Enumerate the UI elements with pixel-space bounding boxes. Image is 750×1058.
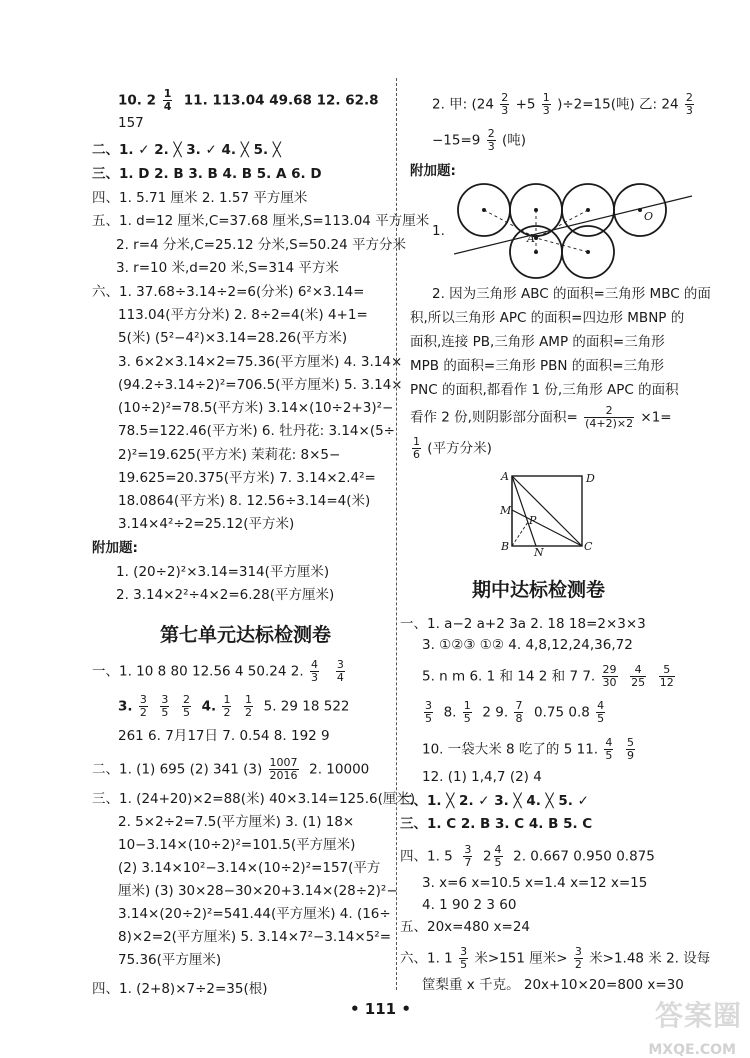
dividing-line	[454, 196, 692, 254]
answer-line: 2. 5×2÷2=7.5(平方厘米) 3. (1) 18×	[118, 814, 355, 830]
answer-line: MPB 的面积=三角形 PBN 的面积=三角形	[410, 358, 665, 374]
answer-line: 1. (20÷2)²×3.14=314(平方厘米)	[116, 564, 330, 580]
answer-line: 五、1. d=12 厘米,C=37.68 厘米,S=113.04 平方厘米	[92, 213, 430, 229]
answer-line: 113.04(平方分米) 2. 8÷2=4(米) 4+1=	[118, 307, 368, 323]
answer-line: 3. ①②③ ①② 4. 4,8,12,24,36,72	[422, 637, 633, 653]
answer-line: 261 6. 7月17日 7. 0.54 8. 192 9	[118, 728, 330, 744]
point-label-m: M	[500, 504, 512, 517]
answer-line: 3.14×4²÷2=25.12(平方米)	[118, 516, 295, 532]
point-label-d: D	[586, 472, 595, 485]
answer-line: $\frac{3}{5}$ 8. $\frac{1}{5}$ 2 9. $\frac{7}{8}$ 0.75 0.8 $\frac{4}{5}$	[425, 699, 605, 725]
answer-line: 3. r=10 米,d=20 米,S=314 平方米	[116, 260, 339, 276]
answer-line: 12. (1) 1,4,7 (2) 4	[422, 769, 542, 785]
answer-line: 厘米) (3) 30×28−30×20+3.14×(28÷2)²−	[118, 883, 398, 899]
answer-line: PNC 的面积,都看作 1 份,三角形 APC 的面积	[410, 382, 679, 398]
answer-line: 二、1. (1) 695 (2) 341 (3) $\frac{1007}{2016}$ 2. 10000	[92, 756, 370, 782]
answer-line: 面积,连接 PB,三角形 AMP 的面积=三角形	[410, 334, 665, 350]
answer-line: 78.5=122.46(平方米) 6. 牡丹花: 3.14×(5÷	[118, 423, 395, 439]
answer-line: 2. r=4 分米,C=25.12 分米,S=50.24 平方分米	[116, 237, 406, 253]
point-label-c: C	[584, 540, 593, 553]
answer-line: 1.	[432, 223, 445, 239]
answer-line: 三、1. C 2. B 3. C 4. B 5. C	[400, 816, 593, 832]
answer-line: 筐梨重 x 千克。 20x+10×20=800 x=30	[422, 977, 684, 993]
answer-text: 11. 113.04 49.68 12. 62.8	[183, 92, 379, 109]
answer-line: (2) 3.14×10²−3.14×(10÷2)²=157(平方	[118, 860, 381, 876]
column-divider	[396, 78, 397, 990]
section-label: 附加题:	[92, 540, 138, 556]
answer-line: 四、1. 5.71 厘米 2. 1.57 平方厘米	[92, 190, 308, 206]
answer-line: 2. 甲: (24 $\frac{2}{3}$ +5 $\frac{1}{3}$ )÷2=15(吨) 乙: 24 $\frac{2}{3}$	[432, 91, 693, 117]
point-label-a: A	[501, 470, 509, 483]
answer-line: 三、1. D 2. B 3. B 4. B 5. A 6. D	[92, 166, 322, 182]
answer-line: 四、1. (2+8)×7÷2=35(根)	[92, 981, 268, 997]
answer-line: 19.625=20.375(平方米) 7. 3.14×2.4²=	[118, 470, 376, 486]
answer-line: 157	[118, 115, 144, 131]
answer-line: 2)²=19.625(平方米) 茉莉花: 8×5−	[118, 447, 341, 463]
answer-line: 3. x=6 x=10.5 x=1.4 x=12 x=15	[422, 875, 648, 891]
answer-line: 二、1. ✓ 2. ╳ 3. ✓ 4. ╳ 5. ╳	[92, 142, 281, 158]
point-label-a: A	[527, 232, 535, 245]
answer-line: 4. 1 90 2 3 60	[422, 897, 517, 913]
page-number: • 111 •	[350, 1000, 411, 1018]
answer-line: 2. 3.14×2²÷4×2=6.28(平方厘米)	[116, 587, 335, 603]
answer-line: 二、1. ╳ 2. ✓ 3. ╳ 4. ╳ 5. ✓	[400, 793, 589, 809]
answer-line: 5. n m 6. 1 和 14 2 和 7 7. $\frac{29}{30}$ $\frac{4}{25}$ $\frac{5}{12}$	[422, 663, 674, 689]
answer-line: 18.0864(平方米) 8. 12.56÷3.14=4(米)	[118, 493, 371, 509]
fraction: $\frac{1}{4}$	[163, 87, 172, 113]
answer-line: 8)×2=2(平方厘米) 5. 3.14×7²−3.14×5²=	[118, 929, 392, 945]
answer-text: 10. 2	[118, 92, 157, 109]
answer-line: 看作 2 份,则阴影部分面积= $\frac{2}{(4+2)\times 2}$ ×1=	[410, 404, 672, 430]
square-figure	[498, 470, 602, 556]
answer-line: 10. 一袋大米 8 吃了的 5 11. $\frac{4}{5}$ $\frac{5}{9}$	[422, 736, 634, 762]
answer-line: −15=9 $\frac{2}{3}$ (吨)	[432, 127, 527, 153]
section-title: 期中达标检测卷	[472, 579, 606, 601]
answer-line	[118, 88, 379, 113]
point-label-b: B	[501, 540, 510, 553]
circles-figure	[454, 180, 694, 280]
section-title: 第七单元达标检测卷	[160, 624, 332, 646]
section-label: 附加题:	[410, 163, 456, 179]
point-label-p: P	[529, 514, 537, 527]
answer-line: 五、20x=480 x=24	[400, 919, 531, 935]
point-label-o: O	[644, 210, 654, 223]
answer-line: 10−3.14×(10÷2)²=101.5(平方厘米)	[118, 837, 356, 853]
answer-line: 三、1. (24+20)×2=88(米) 40×3.14=125.6(厘米)	[92, 791, 416, 807]
answer-line: 3. 6×2×3.14×2=75.36(平方厘米) 4. 3.14×	[118, 354, 403, 370]
answer-line: 5(米) (5²−4²)×3.14=28.26(平方米)	[118, 330, 348, 346]
answer-line: 六、1. 1 $\frac{3}{5}$ 米>151 厘米> $\frac{3}{2}$ 米>1.48 米 2. 设每	[400, 945, 711, 971]
answer-line: 一、1. 10 8 80 12.56 4 50.24 2. $\frac{4}{3}$ $\frac{3}{4}$	[92, 658, 344, 684]
answer-line: 积,所以三角形 APC 的面积=四边形 MBNP 的	[410, 310, 685, 326]
point-label-n: N	[534, 546, 544, 556]
answer-line: 75.36(平方厘米)	[118, 952, 222, 968]
answer-line: (10÷2)²=78.5(平方米) 3.14×(10÷2+3)²−	[118, 400, 394, 416]
answer-line: $\frac{1}{6}$ (平方分米)	[413, 435, 492, 461]
watermark-logo: 答案圈	[654, 999, 742, 1032]
answer-line: 四、1. 5 $\frac{3}{7}$ 2 $\frac{4}{5}$ 2. 0.667 0.950 0.875	[400, 843, 655, 869]
answer-line: 2. 因为三角形 ABC 的面积=三角形 MBC 的面	[432, 286, 711, 302]
watermark-url: MXQE.COM	[648, 1042, 736, 1058]
answer-line: 3.14×(20÷2)²=541.44(平方厘米) 4. (16÷	[118, 906, 391, 922]
answer-line: 3. $\frac{3}{2}$ $\frac{3}{5}$ $\frac{2}{5}$ 4. $\frac{1}{2}$ $\frac{1}{2}$ 5. 29 18 522	[118, 693, 350, 719]
answer-line: (94.2÷3.14÷2)²=706.5(平方厘米) 5. 3.14×	[118, 377, 403, 393]
answer-line: 一、1. a−2 a+2 3a 2. 18 18=2×3×3	[400, 616, 646, 632]
answer-line: 六、1. 37.68÷3.14÷2=6(分米) 6²×3.14=	[92, 284, 365, 300]
